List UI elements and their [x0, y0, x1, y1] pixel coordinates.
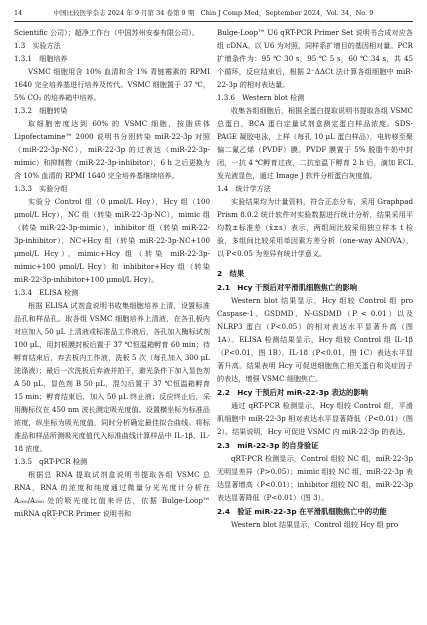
- subsection-heading: 1.3.1 细胞培养: [14, 54, 68, 63]
- paragraph: 实验结果均为计量资料，符合正态分布，采用 Graphpad Prism 8.0.2 统计软件对实验数据进行统计分析，结果采用平均数±标准差（x̄±s）表示，两组间比较采用独立样本 t 检验，多组间比较采用单因素方差分析（one-way ANOVA），以 P<0.05 为差异有统计学意义。: [217, 197, 413, 258]
- results-heading: 2.3 miR-22-3p 的自身验证: [217, 441, 319, 450]
- spacer: [217, 260, 413, 264]
- paragraph: Western blot 结果显示，Hcy 组较 Control 组 pro Caspase-1、GSDMD、N-GSDMD（P < 0.01）以及 NLRP3 蛋白（P<0.05）的相对表达水平显著升高（图 1A）。ELISA 检测结果显示，Hcy 组较 Control 组 IL-1β（P<0.01，图 1B），IL-18（P<0.01，图 1C）表达水平显著升高。结果表明 Hcy 可促进细胞焦亡相关蛋白和炎症因子的表达，增强 VSMC 细胞焦亡。: [217, 296, 413, 383]
- section-heading: 1.3 实验方法: [14, 41, 61, 50]
- header-rule: [14, 21, 413, 22]
- subsection-heading: 1.3.4 ELISA 检测: [14, 288, 79, 297]
- subsection-heading: 1.4 统计学方法: [217, 184, 271, 193]
- results-heading: 2.1 Hcy 干预后对平滑肌细胞焦亡的影响: [217, 283, 358, 292]
- paragraph: 收集各组细胞后，根据全蛋白提取说明书提取各组 VSMC 总蛋白，BCA 蛋白定量试剂盒测定蛋白样品浓度。SDS-PAGE 凝胶电泳，上样（每孔 10 μL 蛋白样品），电转移至聚偏二氟乙烯（PVDF）膜。PVDF 膜置于 5% 脱脂牛奶中封闭，一抗 4 ℃孵育过夜，二抗室温下孵育 2 h 后，滴加 ECL 发光液显色，通过 Image J 软件分析蛋白灰度值。: [217, 106, 413, 180]
- subsection-heading: 1.3.6 Western blot 检测: [217, 93, 305, 102]
- section-heading: 2 结果: [217, 269, 245, 278]
- subsection-heading: 1.3.2 细胞转染: [14, 106, 68, 115]
- page-header: [14, 6, 413, 20]
- paragraph: 通过 qRT-PCR 检测显示，Hcy 组较 Control 组，平滑肌细胞中 miR-22-3p 相对表达水平显著降低（P<0.01）（图 2）。结果说明，Hcy 可促进 VSMC 内 miR-22-3p 的表达。: [217, 401, 413, 436]
- paragraph: 实验分 Control 组（0 μmol/L Hcy），Hcy 组（100 μmol/L Hcy），NC 组（转染 miR-22-3p-NC），mimic 组（转染 miR-22-3p-mimic），inhibitor 组（转染 miR-22-3p-inhibitor），NC+Hcy 组（转染 miR-22-3p-NC+100 μmol/L Hcy），mimic+Hcy 组（转染 miR-22-3p-mimic+100 μmol/L Hcy）和 inhibitor+Hcy 组（转染 miR-22-3p-inhibitor+100 μmol/L Hcy）。: [14, 197, 210, 284]
- left-column: [14, 26, 210, 621]
- right-column: [217, 26, 413, 621]
- paragraph: qRT-PCR 检测显示，Control 组较 NC 组，miR-22-3p 无明显差异（P>0.05）；mimic 组较 NC 组，miR-22-3p 表达显著增高（P<0.01）；inhibitor 组较 NC 组，miR-22-3p 表达显著降低（P<0.01）（图 3）。: [217, 454, 413, 502]
- journal-line: 中国比较医学杂志 2024 年 9 月第 34 卷第 9 期 Chin J Comp Med，September 2024，Vol. 34，No. 9: [53, 9, 374, 17]
- results-heading: 2.2 Hcy 干预后对 miR-22-3p 表达的影响: [217, 388, 368, 397]
- paragraph: VSMC 细胞用含 10% 血清和含 1% 青链霉素的 RPMI 1640 完全培养基进行培养及传代。VSMC 细胞置于 37 ℃，5% CO₂ 的培养箱中培养。: [14, 67, 210, 102]
- paragraph: Bulge-Loop™ U6 qRT-PCR Primer Set 说明书合成对应各组 cDNA。以 U6 为对照，同样系扩增目的基因相对量。PCR 扩增条件为：95 ℃ 30 s，95 ℃ 5 s，60 ℃ 34 s，共 45 个循环，反应结束后，根据 2⁻ΔΔCt 法计算各组细胞中 miR-22-3p 的相对表达量。: [217, 28, 413, 89]
- paragraph: 根据 ELISA 试剂盒说明书收集细胞培养上清，设置标准品孔和样品孔。取各组 VSMC 细胞培养上清液，在各孔板内对应加入 50 μL 上清液或标准品工作液后，各孔加入酶标试剂 100 μL，用封板膜封板后置于 37 ℃恒温箱孵育 60 min；待孵育结束后，弃去板内工作液，洗板 5 次（每孔加入 300 μL 洗涤液）；最后一次洗板后弃液并拍干，避光条件下加入显色剂 A 50 μL，显色剂 B 50 μL，混匀后置于 37 ℃恒温箱孵育 15 min；孵育结束后，加入 50 μL 终止液；反应终止后，采用酶标仪在 450 nm 波长测定吸光度值。设置横坐标为标准品浓度，纵坐标为吸光度值，同时分析确定最佳拟合曲线。将标准品和样品所测吸光度值代入标准曲线计算样品中 IL-1β、IL-18 浓度。: [14, 301, 210, 453]
- paragraph: Western blot 结果显示，Control 组较 Hcy 组 pro: [231, 520, 399, 529]
- subsection-heading: 1.3.5 qRT-PCR 检测: [14, 457, 88, 466]
- page-number: 14: [14, 9, 23, 17]
- paragraph: 取细胞密度达到 60% 的 VSMC 细胞，按脂质体 Lipofectamine™ 2000 说明书分别转染 miR-22-3p 对照（miR-22-3p-NC），miR-22-3p 的过表达（miR-22-3p-mimic）和抑制物（miR-22-3p-inhibitor），6 h 之后更换为含 10% 血清的 RPMI 1640 完全培养基继续培养。: [14, 119, 210, 180]
- results-heading: 2.4 验证 miR-22-3p 在平滑肌细胞焦亡中的功能: [217, 507, 387, 516]
- paragraph: Scientific 公司）；超净工作台（中国苏州安泰有限公司）。: [14, 28, 199, 37]
- paragraph: 根据总 RNA 提取试剂盒说明书提取各组 VSMC 总 RNA，RNA 的浓度和纯度通过微量分光光度计分析在 A₂₆₀/A₂₈₀ 处的吸光度比值来评估，依据 Bulge-Loop™ miRNA qRT-PCR Primer 说明书和: [14, 470, 210, 518]
- subsection-heading: 1.3.3 实验分组: [14, 184, 68, 193]
